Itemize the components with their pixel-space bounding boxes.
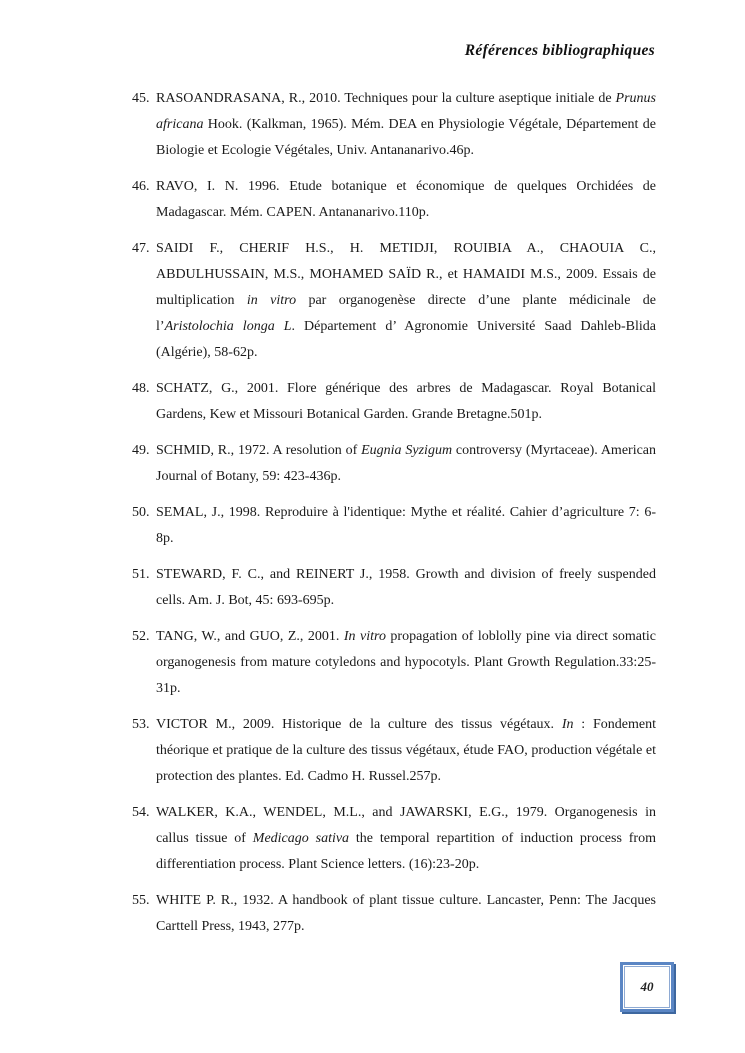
reference-item [132, 888, 656, 940]
reference-text [156, 888, 656, 940]
reference-number: 53. [132, 717, 150, 732]
reference-number: 48. [132, 381, 150, 396]
reference-number: 52. [132, 629, 150, 644]
reference-italic-segment: Aristolochia longa L [164, 319, 292, 334]
page-number: 40 [624, 966, 670, 1008]
reference-number: 51. [132, 567, 150, 582]
reference-text [156, 562, 656, 614]
reference-item [132, 438, 656, 490]
reference-text [156, 624, 656, 702]
page-number-badge [620, 962, 674, 1012]
reference-list [132, 86, 656, 950]
reference-segment: SAIDI F., CHERIF H.S., H. METIDJI, ROUIBIA A., CHAOUIA C., ABDULHUSSAIN, M.S., MOHAMED SAÏD R., et HAMAIDI M.S., 2009. Essais de multiplication [156, 241, 656, 308]
reference-number: 47. [132, 241, 150, 256]
reference-segment: : Fondement théorique et pratique de la culture des tissus végétaux, étude FAO, production végétale et protection des plantes. Ed. Cadmo H. Russel.257p. [156, 717, 656, 784]
reference-item [132, 800, 656, 878]
reference-text [156, 236, 656, 366]
reference-item [132, 562, 656, 614]
reference-segment: Hook. (Kalkman, 1965). Mém. DEA en Physiologie Végétale, Département de Biologie et Ecologie Végétales, Univ. Antananarivo.46p. [156, 117, 656, 158]
reference-text [156, 86, 656, 164]
reference-item [132, 174, 656, 226]
reference-text [156, 800, 656, 878]
reference-number: 54. [132, 805, 150, 820]
reference-item [132, 624, 656, 702]
reference-number: 45. [132, 91, 150, 106]
reference-segment: WALKER, K.A., WENDEL, M.L., and JAWARSKI, E.G., 1979. Organogenesis in callus tissue of [156, 805, 656, 846]
reference-segment: VICTOR M., 2009. Historique de la culture des tissus végétaux. [156, 717, 562, 732]
reference-segment: WHITE P. R., 1932. A handbook of plant tissue culture. Lancaster, Penn: The Jacques Carttell Press, 1943, 277p. [156, 893, 656, 934]
reference-italic-segment: Medicago sativa [252, 831, 350, 846]
reference-item [132, 500, 656, 552]
reference-segment: the temporal repartition of induction process from differentiation process. Plant Science letters. (16):23-20p. [156, 831, 656, 872]
reference-segment: controversy (Myrtaceae). American Journal of Botany, 59: 423-436p. [156, 443, 657, 484]
reference-segment: . Département d’ Agronomie Université Saad Dahleb-Blida (Algérie), 58-62p. [156, 319, 656, 360]
reference-segment: SCHMID, R., 1972. A resolution of [156, 443, 362, 458]
reference-italic-segment: Eugnia Syzigum [361, 443, 453, 458]
reference-text [156, 438, 656, 490]
reference-item [132, 376, 656, 428]
reference-number: 55. [132, 893, 150, 908]
reference-text [156, 712, 656, 790]
reference-segment: propagation of loblolly pine via direct somatic organogenesis from mature cotyledons and hypocotyls. Plant Growth Regulation.33:25-31p. [156, 629, 656, 696]
reference-segment: RAVO, I. N. 1996. Etude botanique et économique de quelques Orchidées de Madagascar. Mém. CAPEN. Antananarivo.110p. [156, 179, 656, 220]
reference-item [132, 86, 656, 164]
reference-number: 49. [132, 443, 150, 458]
reference-segment: par organogenèse directe d’une plante médicinale de l’ [156, 293, 657, 334]
reference-text [156, 376, 656, 428]
page-header-title: Références bibliographiques [464, 42, 655, 59]
reference-segment: SEMAL, J., 1998. Reproduire à l'identique: Mythe et réalité. Cahier d’agriculture 7: 6-8p. [156, 505, 656, 546]
reference-segment: TANG, W., and GUO, Z., 2001. [156, 629, 344, 644]
reference-italic-segment: in vitro [246, 293, 297, 308]
reference-number: 46. [132, 179, 150, 194]
reference-segment: STEWARD, F. C., and REINERT J., 1958. Growth and division of freely suspended cells. Am. J. Bot, 45: 693-695p. [156, 567, 656, 608]
reference-segment: RASOANDRASANA, R., 2010. Techniques pour la culture aseptique initiale de [156, 91, 616, 106]
reference-italic-segment: In [561, 717, 574, 732]
reference-text [156, 500, 656, 552]
reference-italic-segment: In vitro [343, 629, 386, 644]
reference-italic-segment: Prunus africana [156, 91, 656, 132]
reference-number: 50. [132, 505, 150, 520]
reference-text [156, 174, 656, 226]
reference-segment: SCHATZ, G., 2001. Flore générique des arbres de Madagascar. Royal Botanical Gardens, Kew et Missouri Botanical Garden. Grande Bretagne.501p. [156, 381, 656, 422]
reference-item [132, 712, 656, 790]
reference-item [132, 236, 656, 366]
